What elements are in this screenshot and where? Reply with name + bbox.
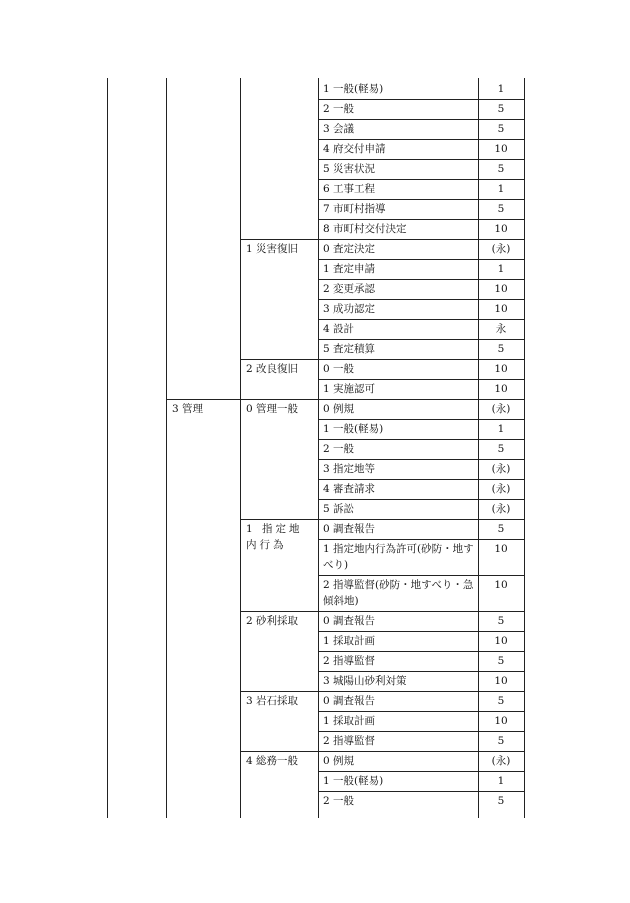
retention-period-cell: 1 bbox=[497, 423, 505, 435]
retention-period-cell: 10 bbox=[494, 383, 508, 395]
item-cell: 1 一般(軽易) bbox=[323, 423, 384, 435]
row-rule bbox=[318, 279, 524, 280]
item-cell: 2 指導監督 bbox=[323, 655, 376, 667]
row-rule bbox=[318, 711, 524, 712]
retention-period-cell: 10 bbox=[494, 579, 508, 591]
item-cell: 0 調査報告 bbox=[323, 695, 376, 707]
retention-period-cell: 5 bbox=[497, 615, 505, 627]
retention-period-cell: 5 bbox=[497, 103, 505, 115]
retention-period-cell: 10 bbox=[494, 715, 508, 727]
column-rule bbox=[166, 78, 167, 818]
retention-period-cell: (永) bbox=[491, 243, 511, 255]
column-rule bbox=[240, 78, 241, 818]
row-rule bbox=[318, 379, 524, 380]
row-rule bbox=[318, 419, 524, 420]
row-rule bbox=[318, 439, 524, 440]
retention-period-cell: 5 bbox=[497, 735, 505, 747]
row-rule bbox=[240, 751, 524, 752]
retention-period-cell: 5 bbox=[497, 523, 505, 535]
item-cell: 1 一般(軽易) bbox=[323, 83, 384, 95]
row-rule bbox=[318, 731, 524, 732]
retention-period-cell: 10 bbox=[494, 363, 508, 375]
row-rule bbox=[318, 671, 524, 672]
retention-period-cell: (永) bbox=[491, 503, 511, 515]
item-cell: 0 一般 bbox=[323, 363, 355, 375]
category-cell: 3 岩石採取 bbox=[246, 695, 299, 707]
item-cell: 0 例規 bbox=[323, 755, 355, 767]
retention-period-cell: 5 bbox=[497, 443, 505, 455]
item-cell: 3 成功認定 bbox=[323, 303, 376, 315]
row-rule bbox=[318, 119, 524, 120]
item-cell: 3 指定地等 bbox=[323, 463, 376, 475]
row-rule bbox=[318, 319, 524, 320]
item-cell: 4 審査請求 bbox=[323, 483, 376, 495]
item-cell: 0 調査報告 bbox=[323, 615, 376, 627]
column-rule bbox=[107, 78, 108, 818]
category-cell: 1 指定地内行為 bbox=[246, 523, 303, 551]
row-rule bbox=[318, 179, 524, 180]
row-rule bbox=[318, 139, 524, 140]
retention-period-cell: 永 bbox=[495, 323, 507, 335]
retention-period-cell: 5 bbox=[497, 203, 505, 215]
category-cell: 2 砂利採取 bbox=[246, 615, 299, 627]
item-cell: 2 変更承認 bbox=[323, 283, 376, 295]
item-cell: 3 会議 bbox=[323, 123, 355, 135]
row-rule bbox=[318, 259, 524, 260]
item-cell: 0 査定決定 bbox=[323, 243, 376, 255]
row-rule bbox=[318, 199, 524, 200]
item-cell: 0 調査報告 bbox=[323, 523, 376, 535]
retention-period-cell: 10 bbox=[494, 143, 508, 155]
item-cell: 1 採取計画 bbox=[323, 715, 376, 727]
row-rule bbox=[318, 631, 524, 632]
retention-period-cell: 10 bbox=[494, 635, 508, 647]
section-cell: 3 管理 bbox=[172, 403, 204, 415]
row-rule bbox=[240, 519, 524, 520]
retention-period-cell: 1 bbox=[497, 775, 505, 787]
item-cell: 2 一般 bbox=[323, 103, 355, 115]
retention-period-cell: 10 bbox=[494, 283, 508, 295]
category-cell: 2 改良復旧 bbox=[246, 363, 299, 375]
retention-period-cell: 1 bbox=[497, 83, 505, 95]
item-cell: 5 訴訟 bbox=[323, 503, 355, 515]
retention-period-cell: 5 bbox=[497, 343, 505, 355]
column-rule bbox=[524, 78, 525, 818]
category-cell: 1 災害復旧 bbox=[246, 243, 299, 255]
row-rule bbox=[318, 539, 524, 540]
row-rule bbox=[318, 575, 524, 576]
item-cell: 5 査定積算 bbox=[323, 343, 376, 355]
retention-period-cell: 10 bbox=[494, 303, 508, 315]
item-cell: 2 指導監督(砂防・地すべり・急傾斜地) bbox=[323, 579, 474, 607]
item-cell: 2 一般 bbox=[323, 795, 355, 807]
row-rule bbox=[166, 399, 524, 400]
row-rule bbox=[240, 611, 524, 612]
row-rule bbox=[240, 691, 524, 692]
retention-period-cell: (永) bbox=[491, 403, 511, 415]
category-cell: 0 管理一般 bbox=[246, 403, 299, 415]
row-rule bbox=[318, 499, 524, 500]
item-cell: 6 工事工程 bbox=[323, 183, 376, 195]
retention-period-cell: (永) bbox=[491, 483, 511, 495]
row-rule bbox=[318, 791, 524, 792]
row-rule bbox=[240, 359, 524, 360]
retention-period-cell: 5 bbox=[497, 123, 505, 135]
row-rule bbox=[318, 771, 524, 772]
item-cell: 4 府交付申請 bbox=[323, 143, 386, 155]
row-rule bbox=[318, 339, 524, 340]
row-rule bbox=[318, 99, 524, 100]
retention-period-cell: 5 bbox=[497, 163, 505, 175]
row-rule bbox=[318, 479, 524, 480]
item-cell: 1 実施認可 bbox=[323, 383, 376, 395]
item-cell: 1 査定申請 bbox=[323, 263, 376, 275]
retention-period-cell: 10 bbox=[494, 675, 508, 687]
retention-period-cell: 1 bbox=[497, 183, 505, 195]
item-cell: 1 指定地内行為許可(砂防・地すべり) bbox=[323, 543, 474, 571]
item-cell: 2 指導監督 bbox=[323, 735, 376, 747]
retention-period-cell: 1 bbox=[497, 263, 505, 275]
item-cell: 5 災害状況 bbox=[323, 163, 376, 175]
row-rule bbox=[318, 299, 524, 300]
retention-period-cell: 5 bbox=[497, 695, 505, 707]
row-rule bbox=[318, 159, 524, 160]
item-cell: 1 一般(軽易) bbox=[323, 775, 384, 787]
category-cell: 4 総務一般 bbox=[246, 755, 299, 767]
item-cell: 1 採取計画 bbox=[323, 635, 376, 647]
retention-period-cell: 5 bbox=[497, 795, 505, 807]
retention-period-cell: 10 bbox=[494, 543, 508, 555]
retention-period-cell: 10 bbox=[494, 223, 508, 235]
row-rule bbox=[318, 219, 524, 220]
row-rule bbox=[318, 459, 524, 460]
item-cell: 2 一般 bbox=[323, 443, 355, 455]
item-cell: 4 設計 bbox=[323, 323, 355, 335]
retention-period-cell: 5 bbox=[497, 655, 505, 667]
row-rule bbox=[240, 239, 524, 240]
row-rule bbox=[318, 651, 524, 652]
item-cell: 3 城陽山砂利対策 bbox=[323, 675, 407, 687]
item-cell: 7 市町村指導 bbox=[323, 203, 386, 215]
retention-period-cell: (永) bbox=[491, 755, 511, 767]
item-cell: 8 市町村交付決定 bbox=[323, 223, 407, 235]
retention-period-cell: (永) bbox=[491, 463, 511, 475]
item-cell: 0 例規 bbox=[323, 403, 355, 415]
